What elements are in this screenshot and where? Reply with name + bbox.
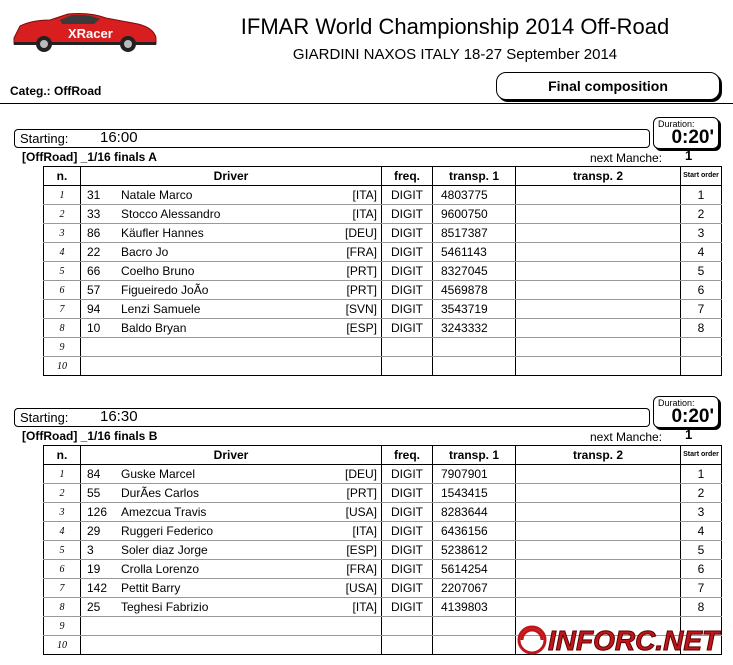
col-driver: Driver: [81, 446, 382, 465]
header-divider: [0, 103, 733, 104]
freq-cell: DIGIT: [382, 262, 433, 281]
row-number: 6: [44, 281, 81, 300]
transp1-cell: 7907901: [433, 465, 516, 484]
duration-box: [653, 117, 719, 149]
car-number: 55: [87, 486, 101, 500]
table-row: [44, 338, 722, 357]
driver-name: Bacro Jo: [121, 245, 169, 259]
driver-nation: [DEU]: [344, 467, 377, 481]
transp1-cell: [433, 636, 516, 655]
car-number: 33: [87, 207, 101, 221]
row-number: 3: [44, 224, 81, 243]
col-start-order: Start order: [681, 446, 722, 465]
table-row: [44, 541, 722, 560]
table-row: [44, 281, 722, 300]
col-freq: freq.: [382, 446, 433, 465]
starting-label: Starting:: [20, 410, 69, 425]
transp1-cell: [433, 338, 516, 357]
table-row: [44, 560, 722, 579]
transp2-cell: [516, 205, 681, 224]
duration-label: Duration:: [658, 398, 695, 408]
next-manche-value: 1: [685, 148, 693, 163]
driver-name: Käufler Hannes: [121, 226, 204, 240]
transp1-cell: [433, 617, 516, 636]
driver-nation: [ITA]: [352, 207, 377, 221]
car-number: 66: [87, 264, 101, 278]
row-number: 1: [44, 186, 81, 205]
start-order-cell: 8: [681, 319, 722, 338]
row-number: 1: [44, 465, 81, 484]
transp1-cell: [433, 357, 516, 376]
car-number: 3: [87, 543, 94, 557]
transp1-cell: 5614254: [433, 560, 516, 579]
page-subtitle: GIARDINI NAXOS ITALY 18-27 September 2014: [292, 46, 618, 63]
table-row: [44, 262, 722, 281]
table-row: [44, 224, 722, 243]
row-number: 4: [44, 243, 81, 262]
col-start-order: Start order: [681, 167, 722, 186]
car-number: 29: [87, 524, 101, 538]
start-order-cell: [681, 338, 722, 357]
transp1-cell: 2207067: [433, 579, 516, 598]
start-order-cell: 8: [681, 598, 722, 617]
starting-box: [14, 129, 650, 148]
driver-cell: [81, 522, 382, 541]
driver-name: Guske Marcel: [121, 467, 196, 481]
start-order-cell: 2: [681, 484, 722, 503]
table-header-row: [44, 446, 722, 465]
row-number: 4: [44, 522, 81, 541]
freq-cell: [382, 617, 433, 636]
freq-cell: DIGIT: [382, 281, 433, 300]
transp1-cell: 6436156: [433, 522, 516, 541]
next-manche-label: next Manche:: [590, 151, 663, 165]
driver-cell: [81, 262, 382, 281]
row-number: 8: [44, 598, 81, 617]
transp2-cell: [516, 357, 681, 376]
start-order-cell: 6: [681, 560, 722, 579]
transp1-cell: 4803775: [433, 186, 516, 205]
transp1-cell: 5238612: [433, 541, 516, 560]
transp2-cell: [516, 579, 681, 598]
col-n: n.: [44, 446, 81, 465]
transp2-cell: [516, 186, 681, 205]
transp1-cell: 8517387: [433, 224, 516, 243]
transp2-cell: [516, 484, 681, 503]
driver-nation: [DEU]: [344, 226, 377, 240]
table-header-row: [44, 167, 722, 186]
driver-nation: [ITA]: [352, 600, 377, 614]
heat-name: [OffRoad] _1/16 finals A: [22, 150, 157, 164]
logo-text: XRacer: [68, 26, 113, 41]
table-row: [44, 243, 722, 262]
start-order-cell: 6: [681, 281, 722, 300]
transp1-cell: 8327045: [433, 262, 516, 281]
inforc-watermark: [514, 610, 732, 662]
freq-cell: DIGIT: [382, 319, 433, 338]
transp1-cell: 8283644: [433, 503, 516, 522]
starting-box: [14, 408, 650, 427]
row-number: 2: [44, 484, 81, 503]
driver-nation: [ESP]: [346, 543, 377, 557]
row-number: 8: [44, 319, 81, 338]
driver-name: Teghesi Fabrizio: [121, 600, 209, 614]
driver-name: Ruggeri Federico: [121, 524, 214, 538]
row-number: 3: [44, 503, 81, 522]
page-title: IFMAR World Championship 2014 Off-Road: [240, 14, 670, 39]
driver-cell: [81, 338, 382, 357]
transp2-cell: [516, 465, 681, 484]
transp1-cell: 4139803: [433, 598, 516, 617]
start-order-cell: 7: [681, 579, 722, 598]
row-number: 5: [44, 541, 81, 560]
col-transp2: transp. 2: [516, 446, 681, 465]
transp2-cell: [516, 541, 681, 560]
driver-cell: [81, 503, 382, 522]
table-row: [44, 579, 722, 598]
starting-time: 16:00: [100, 129, 138, 146]
start-order-cell: 4: [681, 522, 722, 541]
freq-cell: DIGIT: [382, 503, 433, 522]
freq-cell: DIGIT: [382, 205, 433, 224]
freq-cell: DIGIT: [382, 579, 433, 598]
freq-cell: DIGIT: [382, 484, 433, 503]
row-number: 10: [44, 636, 81, 655]
driver-nation: [PRT]: [346, 283, 377, 297]
next-manche-label: next Manche:: [590, 430, 663, 444]
driver-nation: [USA]: [345, 505, 377, 519]
transp1-cell: 5461143: [433, 243, 516, 262]
final-composition-box: Final composition: [496, 72, 720, 100]
duration-value: 0:20': [671, 127, 714, 148]
table-row: [44, 300, 722, 319]
transp2-cell: [516, 262, 681, 281]
freq-cell: DIGIT: [382, 560, 433, 579]
table-row: [44, 205, 722, 224]
start-order-cell: 4: [681, 243, 722, 262]
car-number: 142: [87, 581, 108, 595]
freq-cell: [382, 357, 433, 376]
transp2-cell: [516, 300, 681, 319]
car-number: 86: [87, 226, 101, 240]
driver-nation: [PRT]: [346, 486, 377, 500]
watermark-text: INFORC.NET: [548, 625, 720, 656]
driver-name: Stocco Alessandro: [121, 207, 221, 221]
car-number: 126: [87, 505, 108, 519]
driver-nation: [FRA]: [346, 562, 377, 576]
driver-cell: [81, 205, 382, 224]
table-row: [44, 465, 722, 484]
driver-cell: [81, 281, 382, 300]
driver-cell: [81, 598, 382, 617]
transp2-cell: [516, 224, 681, 243]
drivers-table: [43, 166, 722, 376]
driver-cell: [81, 319, 382, 338]
col-transp2: transp. 2: [516, 167, 681, 186]
driver-cell: [81, 541, 382, 560]
driver-cell: [81, 243, 382, 262]
row-number: 7: [44, 579, 81, 598]
car-number: 31: [87, 188, 101, 202]
start-order-cell: [681, 357, 722, 376]
driver-name: Pettit Barry: [121, 581, 181, 595]
transp1-cell: 1543415: [433, 484, 516, 503]
heat-name: [OffRoad] _1/16 finals B: [22, 429, 158, 443]
freq-cell: DIGIT: [382, 224, 433, 243]
table-row: [44, 503, 722, 522]
driver-nation: [USA]: [345, 581, 377, 595]
row-number: 9: [44, 338, 81, 357]
row-number: 7: [44, 300, 81, 319]
driver-cell: [81, 617, 382, 636]
driver-cell: [81, 186, 382, 205]
col-transp1: transp. 1: [433, 446, 516, 465]
driver-cell: [81, 300, 382, 319]
driver-cell: [81, 357, 382, 376]
start-order-cell: 5: [681, 262, 722, 281]
start-order-cell: 3: [681, 503, 722, 522]
driver-name: Baldo Bryan: [121, 321, 187, 335]
freq-cell: DIGIT: [382, 522, 433, 541]
col-n: n.: [44, 167, 81, 186]
col-transp1: transp. 1: [433, 167, 516, 186]
transp2-cell: [516, 281, 681, 300]
transp2-cell: [516, 503, 681, 522]
car-number: 22: [87, 245, 101, 259]
transp2-cell: [516, 338, 681, 357]
freq-cell: DIGIT: [382, 465, 433, 484]
xracer-logo: [10, 8, 160, 54]
driver-cell: [81, 636, 382, 655]
freq-cell: DIGIT: [382, 541, 433, 560]
driver-nation: [PRT]: [346, 264, 377, 278]
transp1-cell: 4569878: [433, 281, 516, 300]
freq-cell: [382, 636, 433, 655]
col-driver: Driver: [81, 167, 382, 186]
driver-name: Lenzi Samuele: [121, 302, 201, 316]
transp2-cell: [516, 243, 681, 262]
driver-nation: [ITA]: [352, 524, 377, 538]
duration-value: 0:20': [671, 406, 714, 427]
freq-cell: [382, 338, 433, 357]
freq-cell: DIGIT: [382, 243, 433, 262]
driver-cell: [81, 484, 382, 503]
row-number: 5: [44, 262, 81, 281]
row-number: 10: [44, 357, 81, 376]
driver-nation: [ESP]: [346, 321, 377, 335]
car-number: 94: [87, 302, 101, 316]
transp2-cell: [516, 522, 681, 541]
transp1-cell: 3243332: [433, 319, 516, 338]
car-number: 84: [87, 467, 101, 481]
start-order-cell: 7: [681, 300, 722, 319]
car-number: 19: [87, 562, 101, 576]
car-number: 10: [87, 321, 101, 335]
duration-label: Duration:: [658, 119, 695, 129]
transp2-cell: [516, 319, 681, 338]
category-label: Categ.: OffRoad: [10, 84, 102, 98]
duration-box: [653, 396, 719, 428]
driver-cell: [81, 579, 382, 598]
driver-name: Figueiredo JoÃo: [121, 283, 209, 297]
driver-name: Soler diaz Jorge: [121, 543, 208, 557]
driver-nation: [FRA]: [346, 245, 377, 259]
row-number: 6: [44, 560, 81, 579]
transp1-cell: 9600750: [433, 205, 516, 224]
driver-nation: [SVN]: [345, 302, 377, 316]
row-number: 9: [44, 617, 81, 636]
next-manche-value: 1: [685, 427, 693, 442]
table-row: [44, 522, 722, 541]
start-order-cell: 1: [681, 465, 722, 484]
driver-cell: [81, 224, 382, 243]
table-row: [44, 357, 722, 376]
freq-cell: DIGIT: [382, 186, 433, 205]
table-row: [44, 484, 722, 503]
driver-name: Amezcua Travis: [121, 505, 207, 519]
starting-label: Starting:: [20, 131, 69, 146]
driver-name: Crolla Lorenzo: [121, 562, 200, 576]
car-number: 57: [87, 283, 101, 297]
car-number: 25: [87, 600, 101, 614]
transp1-cell: 3543719: [433, 300, 516, 319]
freq-cell: DIGIT: [382, 598, 433, 617]
table-row: [44, 319, 722, 338]
heat-block-a: [0, 119, 733, 379]
table-row: [44, 186, 722, 205]
driver-cell: [81, 560, 382, 579]
driver-name: DurÃes Carlos: [121, 486, 200, 500]
start-order-cell: 2: [681, 205, 722, 224]
start-order-cell: 3: [681, 224, 722, 243]
transp2-cell: [516, 560, 681, 579]
driver-cell: [81, 465, 382, 484]
freq-cell: DIGIT: [382, 300, 433, 319]
driver-name: Coelho Bruno: [121, 264, 195, 278]
driver-nation: [ITA]: [352, 188, 377, 202]
driver-name: Natale Marco: [121, 188, 193, 202]
start-order-cell: 1: [681, 186, 722, 205]
row-number: 2: [44, 205, 81, 224]
starting-time: 16:30: [100, 408, 138, 425]
col-freq: freq.: [382, 167, 433, 186]
start-order-cell: 5: [681, 541, 722, 560]
